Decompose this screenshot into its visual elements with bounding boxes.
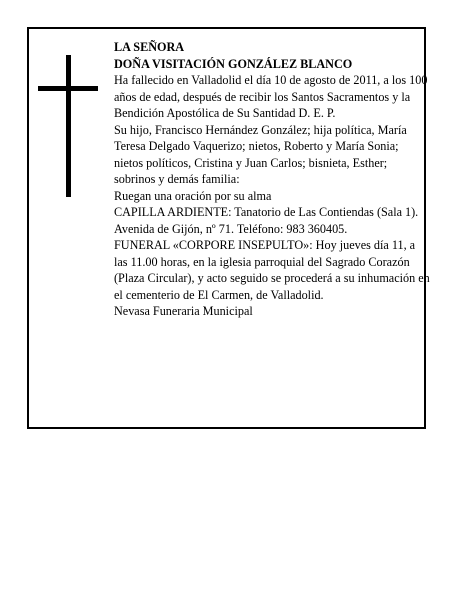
cross-horizontal-bar: [38, 86, 98, 91]
funeral-details: FUNERAL «CORPORE INSEPULTO»: Hoy jueves día 11, a las 11.00 horas, en la iglesia parroquial del Sagrado Corazón (Plaza Circular), y acto seguido se procederá a su inhumación en el cementerio de El Carmen, de Valladolid.: [114, 238, 430, 302]
cross-vertical-bar: [66, 55, 71, 197]
deceased-title: LA SEÑORA: [114, 40, 185, 54]
obituary-text: [114, 39, 430, 320]
deceased-name: DOÑA VISITACIÓN GONZÁLEZ BLANCO: [114, 56, 353, 71]
funeral-home: Nevasa Funeraria Municipal: [114, 304, 253, 318]
prayer-request: Ruegan una oración por su alma: [114, 188, 272, 203]
family-members: Su hijo, Francisco Hernández González; hija política, María Teresa Delgado Vaquerizo; nietos, Roberto y María Sonia; nietos políticos, Cristina y Juan Carlos; bisnieta, Esther; sobrinos y demás familia:: [114, 122, 407, 186]
chapel-details: CAPILLA ARDIENTE: Tanatorio de Las Contiendas (Sala 1). Avenida de Gijón, nº 71. Teléfono: 983 360405.: [114, 205, 419, 236]
cross-icon: [38, 55, 98, 197]
death-announcement: Ha fallecido en Valladolid el día 10 de agosto de 2011, a los 100 años de edad, después de recibir los Santos Sacramentos y la Bendición Apostólica de Su Santidad D. E. P.: [114, 73, 428, 120]
